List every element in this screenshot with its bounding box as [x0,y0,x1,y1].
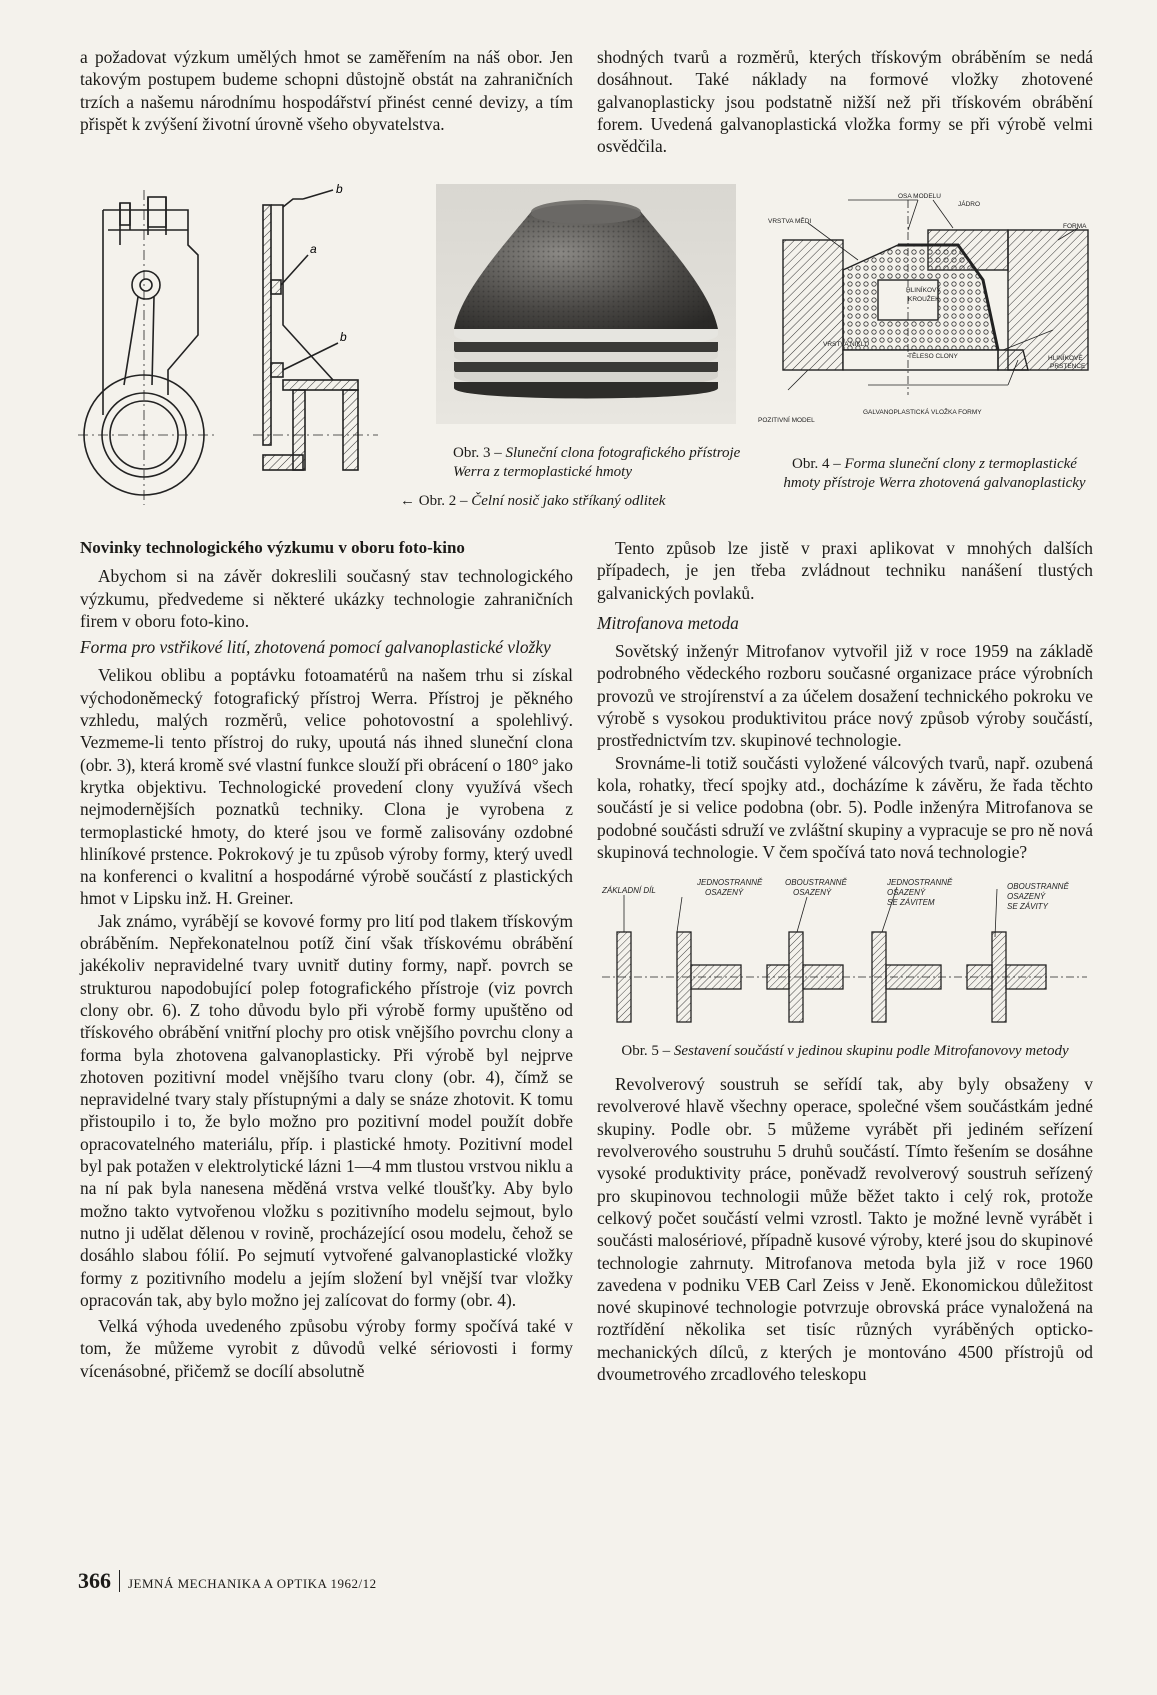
top-right-text [597,46,1093,157]
subheading: Forma pro vstřikové lití, zhotovená pomocí galvanoplastické vložky [80,637,551,658]
right-column [597,537,1093,1385]
paragraph: Jak známo, vyrábějí se kovové formy pro lití pod tlakem třískovým obráběním. Nepřekonatelnou potíž činí však třískovému obrábění jakékoliv nepravidelné tvary uvnitř dutiny formy, např. povrch se strukturou napodobující polep fotografického přístroje (viz povrch clony obr. 6). Z toho důvodu bylo při výrobě formy upuštěno od třískového obrábění vnitřní plochy pro otisk vnějšího povrchu clony a forma byla zhotovena galvanoplasticky. Při výrobě byl nejprve zhotoven pozitivní model vnějšího tvaru clony (obr. 4), čímž se nepravidelné tvary staly přístupnými a daly se snáze zhotovit. K tomu přistoupilo i to, že bylo možno pro pozitivní model použít dobře opracovatelného materiálu, příp. i plastické hmoty. Pozitivní model byl pak potažen v elektrolytické lázni 1—4 mm tlustou vrstvou niklu a na ní pak byla nanesena měděná vrstva velké tloušťky. Aby bylo možno takto vytvořenou vložku s pozitivního modelu sejmout, bylo nutno ji udělat dělenou v rovině, procházející osou modelu, čehož se dosáhlo slabou fólií. Po sejmutí vytvořené galvanoplastické vložky formy z pozitivního modelu a jejím složení byl vnější tvar vložky opracován tak, aby bylo možno jej zalícovat do formy (obr. 4). [80,910,573,1310]
label-vrstva-medi: VRSTVA MĚDI [768,218,812,225]
section-heading: Novinky technologického výzkumu v oboru foto-kino [80,538,465,557]
paragraph: shodných tvarů a rozměrů, kterých třískovým obráběním se nedá dosáhnout. Také náklady na formové vložky zhotovené galvanoplasticky jsou podstatně nižší než při třískovém obrábění forem. Uvedená galvanoplastická vložka formy se při výrobě velmi osvědčila. [597,47,1093,157]
label-oboustranne-osazeny: OSAZENÝ [793,888,832,898]
label-oboustranne-zavity-osazeny: OSAZENÝ [1007,892,1046,902]
figure-4-mould-section [758,193,1098,435]
paragraph: Revolverový soustruh se seřídí tak, aby byly obsaženy v revolverové hlavě všechny operace, společné všem součástkám jedné skupiny. Podle obr. 5 můžeme vyrábět při jediném seřízení revolverového soustruhu 5 druhů součástí. Tímto řešením se dosáhne vysoké produktivity práce, poněvadž revolverový soustruh seřízený pro skupinovou technologii může běžet takto i celý rok, protože celkový počet součástí velmi vzrostl. Takto je možné levně vyrábět i součásti malosériové, případně kusové výroby, které jsou do skupinové technologie zahrnuty. Mitrofanova metoda byla již v roce 1960 zavedena v podniku VEB Carl Zeiss v Jeně. Ekonomickou důležitost nové skupinové technologie potvrzuje obrovská práce vynaložená na roztřídění několika set tisíc různých vyráběných opticko-mechanických dílců, z kterých je montováno 4500 přístrojů od dvoumetrového zrcadlového teleskopu [597,1074,1093,1385]
caption-label: Obr. 2 [418,493,457,509]
arrow-left-icon: ← [400,493,415,509]
label-pozitivni-model: POZITIVNÍ MODEL [758,417,815,424]
page-number: 366 [78,1568,111,1593]
label-krouzek: KROUŽEK [908,296,940,303]
caption-label: Obr. 4 [792,456,830,472]
caption-text: – Čelní nosič jako stříkaný odlitek [456,493,666,509]
figure-3-photo [436,184,736,429]
figure-5-parts [597,877,1093,1067]
label-osa-modelu: OSA MODELU [898,193,941,200]
paragraph: Srovnáme-li totiž součásti vyložené válcových tvarů, např. ozubená kola, rohatky, třecí spojky atd., docházíme k závěru, že řada těchto součástí je si velice podobna (obr. 5). Podle inženýra Mitrofanova se podobné součásti sdruží ve zvláštní skupiny a vypracuje se pro ně nová skupinová technologie. V čem spočívá tato nová technologie? [597,752,1093,862]
caption-text: – Sluneční clona fotografického přístroje Werra z termoplastické hmoty [453,445,741,480]
caption-fig5 [597,1042,1093,1061]
label-oboustranne: OBOUSTRANNĚ [785,878,847,888]
top-left-text [80,46,573,135]
label-teleso-clony: TĚLESO CLONY [908,353,958,360]
intro-paragraph: Tento způsob lze jistě v praxi aplikovat v mnohých dalších případech, je jen třeba zvládnout techniku nanášení tlustých galvanických povlaků. [597,538,1093,603]
left-column [80,537,573,1382]
label-se-zavitem: SE ZÁVITEM [887,898,935,908]
label-zakladni-dil: ZÁKLADNÍ DÍL [602,886,656,896]
caption-label: Obr. 3 [453,445,491,461]
journal-name: JEMNÁ MECHANIKA A OPTIKA 1962/12 [128,1576,377,1591]
label-forma: FORMA [1063,223,1087,230]
label-galvanoplasticka: GALVANOPLASTICKÁ VLOŽKA FORMY [863,409,982,416]
label-a: a [310,242,317,256]
caption-fig2 [400,492,780,511]
label-hlinikovy: HLINÍKOVÝ [906,287,941,294]
paragraph: Velká výhoda uvedeného způsobu výroby formy spočívá také v tom, že můžeme vyrobit z důvodů velké sériovosti i formy vícenásobné, přičemž se docílí absolutně [80,1316,573,1381]
label-oboustranne-zavity: OBOUSTRANNĚ [1007,882,1069,892]
intro-paragraph: Abychom si na závěr dokreslili současný stav technologického výzkumu, předvedeme si některé ukázky technologie zahraničních firem v oboru foto-kino. [80,566,573,631]
paragraph: Sovětský inženýr Mitrofanov vytvořil již v roce 1959 na základě podrobného vědeckého rozboru současné organizace práce výrobních provozů ve strojírenství a za účelem dosažení technického pokroku ve výrobě s vysokou produktivitou práce nový způsob výroby součástí, prostřednictvím tzv. skupinové technologie. [597,641,1093,751]
parts-group-diagram [597,877,1093,1037]
footer-divider [119,1570,120,1592]
paragraph: Velikou oblibu a poptávku fotoamatérů na našem trhu si získal východoněmecký fotografický přístroj Werra. Přístroj je pěkného vzhledu, malých rozměrů, velice pohotovostní a spolehlivý. Vezmeme-li tento přístroj do ruky, upoutá nás ihned sluneční clona (obr. 3), která kromě své vlastní funkce slouží při obrácení o 180° jako krytka objektivu. Technologické provedení clony využívá všech nejmodernějších poznatků techniky. Clona je vyrobena z termoplastické hmoty, do které jsou ve formě zalisovány ozdobné hliníkové prstence. Pokrokový je tu způsob výroby formy, který uvedl na konferenci o kvalitní a hospodárné výrobě součástí z plastických hmot v Lipsku inž. H. Greiner. [80,665,573,909]
mould-section-diagram [758,193,1098,430]
label-vrstva-niklu: VRSTVA NIKLU [823,341,870,348]
label-jednostranne: JEDNOSTRANNĚ [697,878,763,888]
caption-text: – Forma sluneční clony z termoplastické hmoty přístroje Werra zhotovená galvanoplasticky [783,456,1086,491]
page-footer [78,1568,377,1594]
label-se-zavity: SE ZÁVITY [1007,902,1048,912]
paragraph: a požadovat výzkum umělých hmot se zaměřením na náš obor. Jen takovým postupem budeme schopni důstojně obstát na zahraničních trzích a našemu národnímu hospodářství přinést cenné devizy, a tím přispět k zvýšení životní úrovně všeho obyvatelstva. [80,47,573,134]
label-jednostranne-zavit: JEDNOSTRANNĚ [887,878,953,888]
caption-fig4 [772,455,1097,492]
label-jadro: JÁDRO [958,201,981,208]
subheading: Mitrofanova metoda [597,612,739,633]
label-jednostranne-osazeny: OSAZENÝ [705,888,744,898]
label-jednostranne-zavit-osazeny: OSAZENÝ [887,888,926,898]
caption-text: – Sestavení součástí v jedinou skupinu podle Mitrofanovovy metody [658,1043,1069,1060]
front-carrier-drawing [78,182,398,510]
sun-shade-photo [436,184,736,424]
label-prstence: PRSTENCE [1050,363,1086,370]
label-hlinikove: HLINÍKOVÉ [1048,355,1083,362]
caption-label: Obr. 5 [621,1043,659,1060]
figure-2-drawing [78,182,398,515]
caption-fig3 [453,444,743,481]
label-b-bottom: b [340,330,347,344]
label-b-top: b [336,182,343,196]
